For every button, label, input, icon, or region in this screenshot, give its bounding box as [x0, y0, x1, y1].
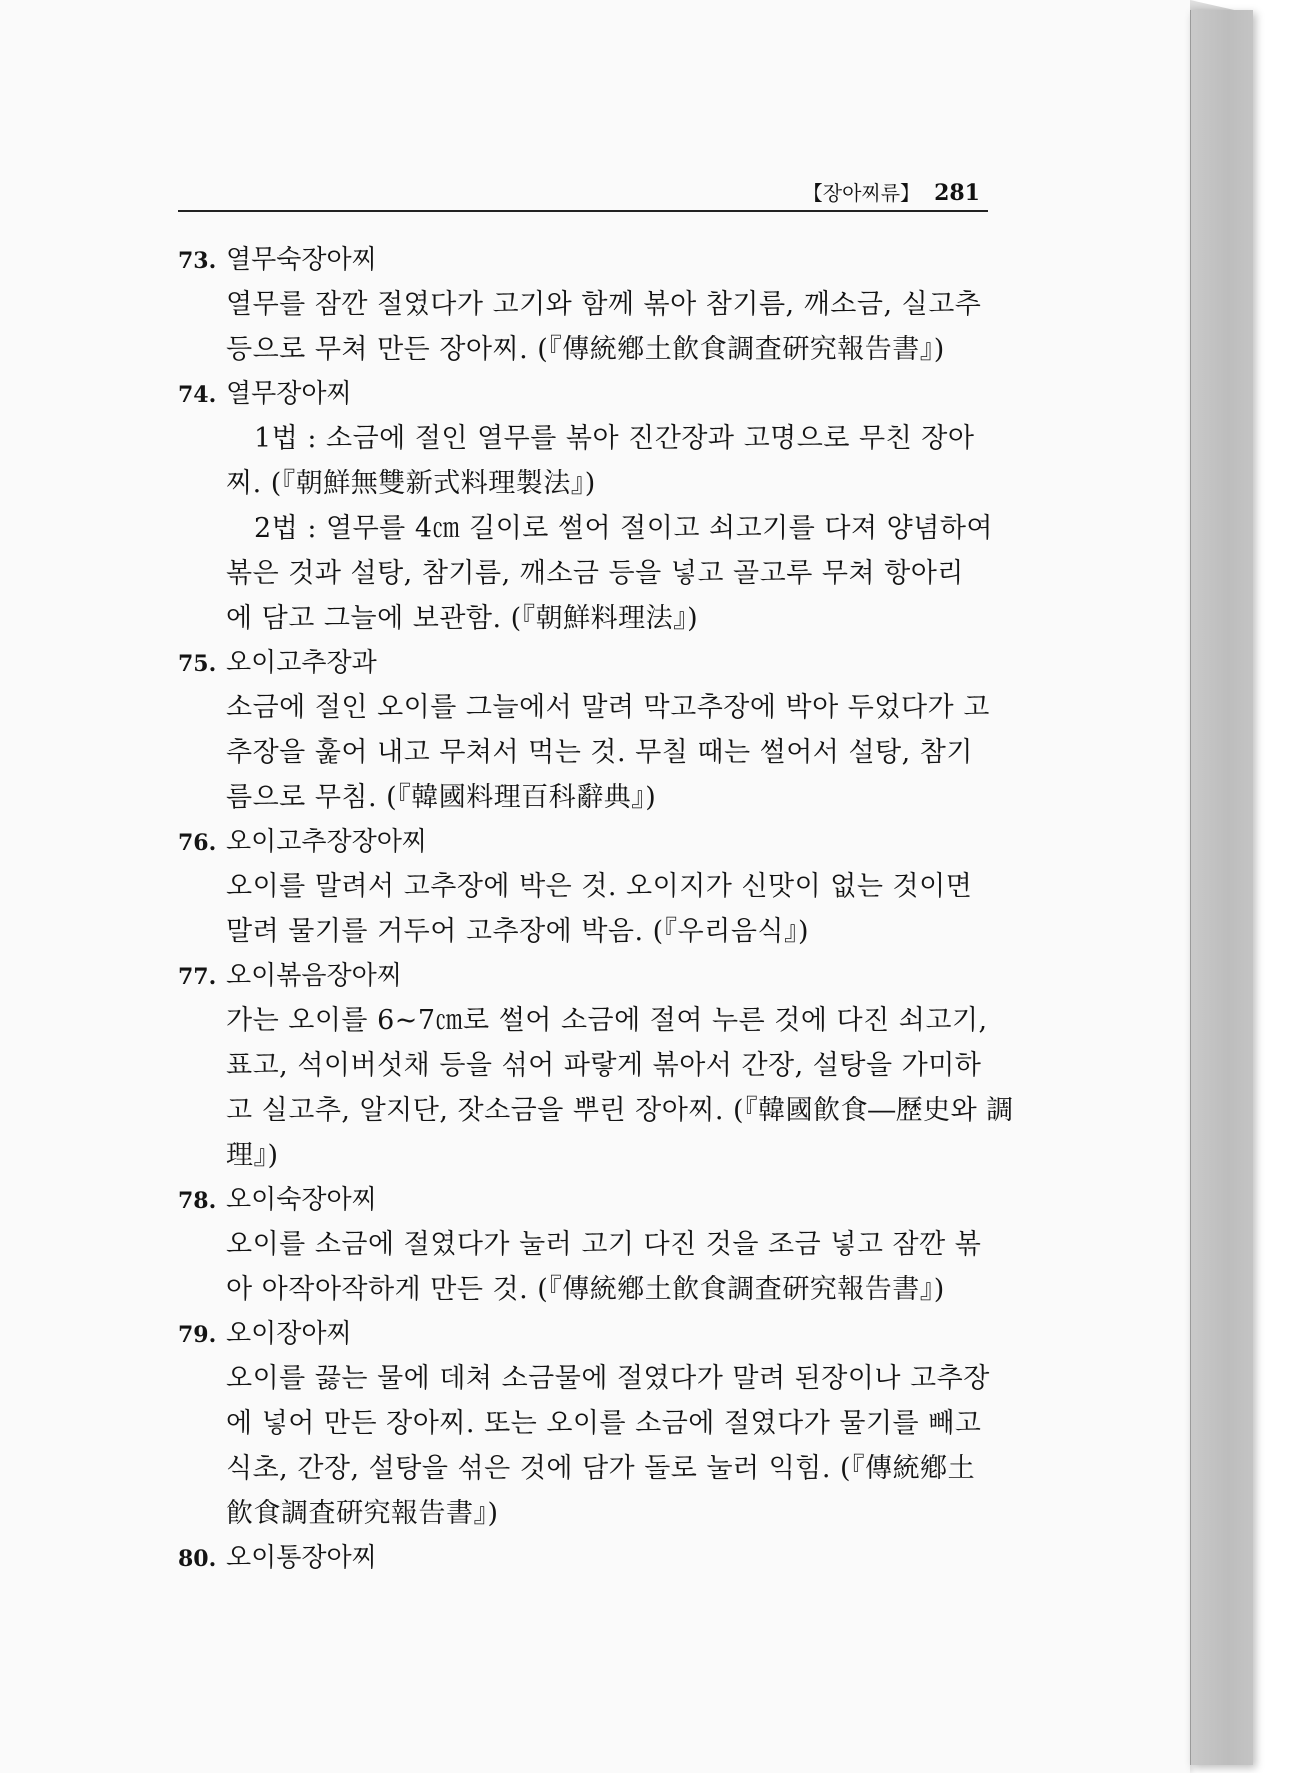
page-number: 281: [934, 180, 980, 206]
entry-text-line: 열무를 잠깐 절였다가 고기와 함께 볶아 참기름, 깨소금, 실고추: [226, 289, 982, 320]
entry-number: 75.: [178, 651, 217, 677]
entry-title: [178, 238, 998, 282]
entry-text-line: 1법 : 소금에 절인 열무를 볶아 진간장과 고명으로 무친 장아: [254, 423, 975, 454]
entry-text-line: 찌. (『朝鮮無雙新式料理製法』): [226, 468, 596, 499]
entry-text-line: 에 넣어 만든 장아찌. 또는 오이를 소금에 절였다가 물기를 빼고: [226, 1408, 982, 1439]
entry-text-line: 아 아작아작하게 만든 것. (『傳統鄕土飮食調査硏究報告書』): [226, 1274, 945, 1305]
entry-text-line: 소금에 절인 오이를 그늘에서 말려 막고추장에 박아 두었다가 고: [226, 692, 990, 723]
entry-text-line: 식초, 간장, 설탕을 섞은 것에 담가 돌로 눌러 익힘. (『傳統鄕土: [226, 1453, 976, 1484]
entry-74: [178, 372, 998, 641]
entry-name: 오이숙장아찌: [226, 1185, 377, 1215]
entry-name: 오이통장아찌: [226, 1543, 377, 1573]
entry-text-line: 말려 물기를 거두어 고추장에 박음. (『우리음식』): [226, 916, 810, 947]
book-page-edge: [1190, 10, 1253, 1765]
entry-name: 오이고추장과: [226, 648, 377, 678]
section-title: 【장아찌류】: [802, 181, 921, 205]
entry-title: [178, 1536, 998, 1580]
entry-name: 열무장아찌: [226, 379, 352, 409]
entry-title: [178, 820, 998, 864]
entry-text-line: 飮食調査硏究報告書』): [226, 1498, 499, 1529]
entry-number: 76.: [178, 830, 217, 856]
entry-name: 오이고추장장아찌: [226, 827, 427, 857]
entry-text-line: 름으로 무침. (『韓國料理百科辭典』): [226, 782, 657, 813]
entry-75: [178, 641, 998, 820]
entry-name: 열무숙장아찌: [226, 245, 377, 275]
entry-text-line: 추장을 훑어 내고 무쳐서 먹는 것. 무칠 때는 썰어서 설탕, 참기: [226, 737, 973, 768]
entry-80: [178, 1536, 998, 1580]
entry-79: [178, 1312, 998, 1536]
entry-text-line: 오이를 소금에 절였다가 눌러 고기 다진 것을 조금 넣고 잠깐 볶: [226, 1229, 982, 1260]
entry-number: 77.: [178, 964, 217, 990]
entry-list: [178, 238, 1014, 1580]
entry-text-line: 가는 오이를 6~7㎝로 썰어 소금에 절여 누른 것에 다진 쇠고기,: [226, 1005, 988, 1036]
entry-title: [178, 1312, 998, 1356]
entry-number: 73.: [178, 248, 217, 274]
entry-text-line: 등으로 무쳐 만든 장아찌. (『傳統鄕土飮食調査硏究報告書』): [226, 334, 945, 365]
entry-77: [178, 954, 1014, 1178]
running-header: [178, 180, 988, 212]
entry-number: 80.: [178, 1546, 217, 1572]
entry-number: 78.: [178, 1188, 217, 1214]
entry-title: [178, 641, 998, 685]
entry-text-line: 고 실고추, 알지단, 잣소금을 뿌린 장아찌. (『韓國飮食―歷史와 調: [226, 1095, 1014, 1126]
entry-title: [178, 1178, 998, 1222]
entry-78: [178, 1178, 998, 1312]
entry-text-line: 볶은 것과 설탕, 참기름, 깨소금 등을 넣고 골고루 무쳐 항아리: [226, 558, 964, 589]
entry-title: [178, 954, 998, 998]
entry-text-line: 理』): [226, 1140, 279, 1171]
entry-text-line: 오이를 말려서 고추장에 박은 것. 오이지가 신맛이 없는 것이면: [226, 871, 973, 902]
entry-text-line: 표고, 석이버섯채 등을 섞어 파랗게 볶아서 간장, 설탕을 가미하: [226, 1050, 982, 1081]
header-right: [803, 177, 980, 206]
entry-76: [178, 820, 998, 954]
entry-title: [178, 372, 998, 416]
entry-text-line: 오이를 끓는 물에 데쳐 소금물에 절였다가 말려 된장이나 고추장: [226, 1363, 990, 1394]
entry-text-line: 2법 : 열무를 4㎝ 길이로 썰어 절이고 쇠고기를 다져 양념하여: [254, 513, 993, 544]
entry-73: [178, 238, 998, 372]
entry-text-line: 에 담고 그늘에 보관함. (『朝鮮料理法』): [226, 603, 699, 634]
entry-name: 오이볶음장아찌: [226, 961, 402, 991]
entry-number: 74.: [178, 382, 217, 408]
entry-number: 79.: [178, 1322, 217, 1348]
entry-name: 오이장아찌: [226, 1319, 352, 1349]
